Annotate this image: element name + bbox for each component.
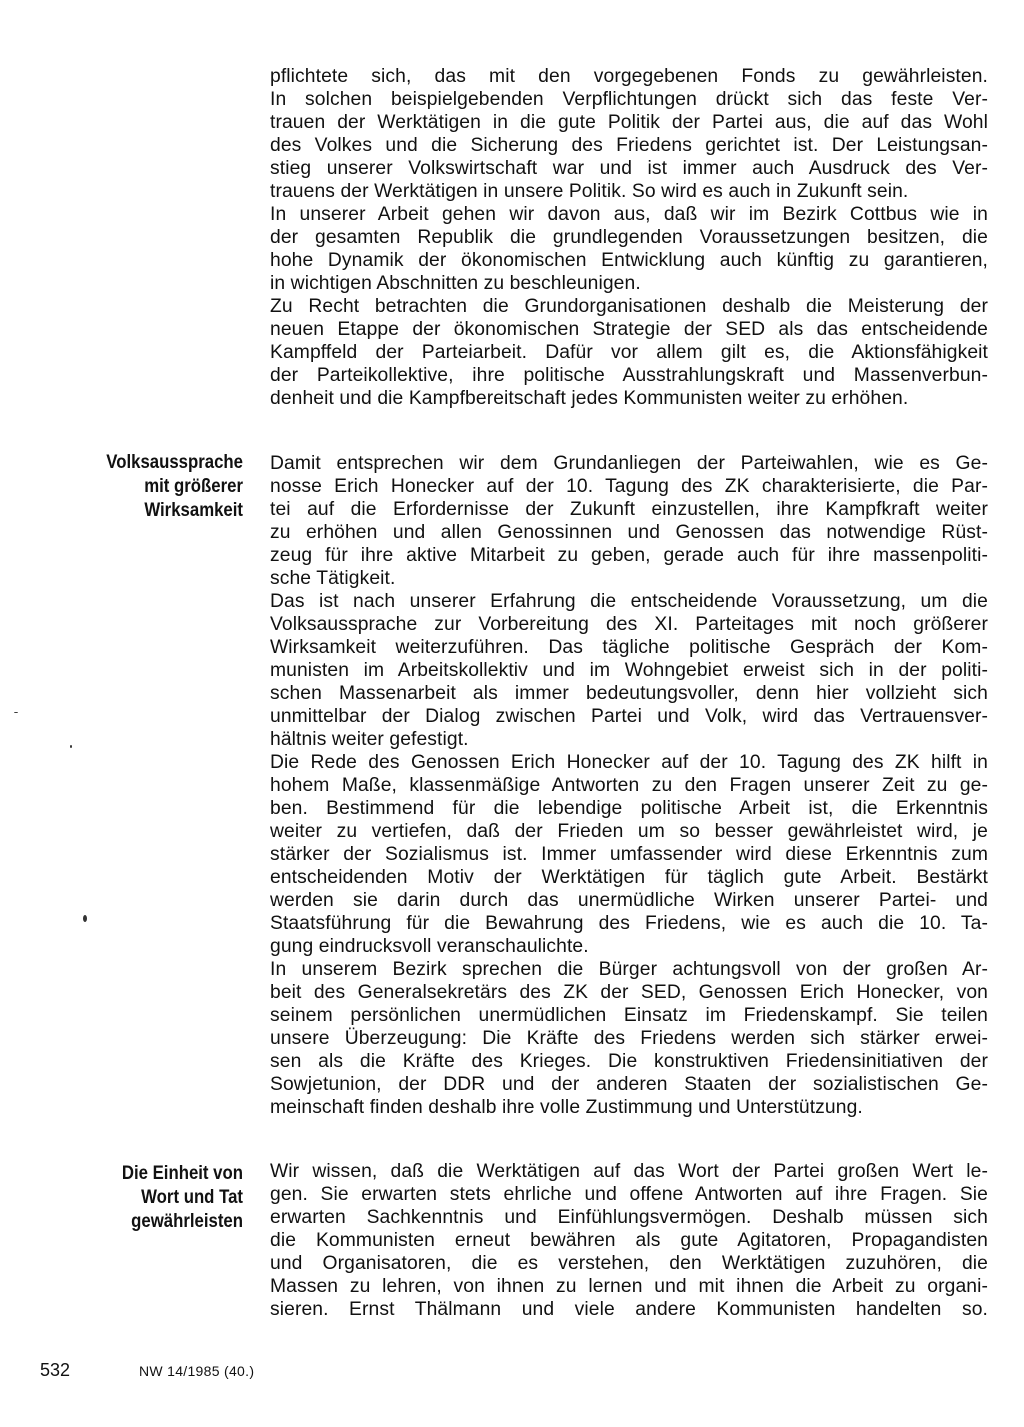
paragraph	[270, 958, 988, 1119]
text-line: werden sie darin durch das unermüdliche Wirken unserer Partei- und	[270, 890, 988, 911]
text-line: meinschaft finden deshalb ihre volle Zustimmung und Unterstützung.	[270, 1097, 863, 1118]
text-line: neuen Etappe der ökonomischen Strategie der SED als das entscheidende	[270, 319, 988, 340]
text-line: beit des Generalsekretärs des ZK der SED, Genossen Erich Honecker, von	[270, 982, 988, 1003]
text-line: der gesamten Republik die grundlegenden Voraussetzungen besitzen, die	[270, 227, 988, 248]
text-line: sche Tätigkeit.	[270, 568, 396, 589]
text-line: Volksaussprache zur Vorbereitung des XI. Parteitages mit noch größerer	[270, 614, 988, 635]
text-line: sen als die Kräfte des Krieges. Die konstruktiven Friedensinitiativen der	[270, 1051, 988, 1072]
text-line: In unserem Bezirk sprechen die Bürger achtungsvoll von der großen Ar-	[270, 959, 988, 980]
text-line: nosse Erich Honecker auf der 10. Tagung des ZK charakterisierte, die Par-	[270, 476, 988, 497]
text-line: stieg unserer Volkswirtschaft war und ist immer auch Ausdruck des Ver-	[270, 158, 988, 179]
text-line: weiter zu vertiefen, daß der Frieden um so besser gewährleistet wird, je	[270, 821, 988, 842]
text-line: Wir wissen, daß die Werktätigen auf das Wort der Partei großen Wert le-	[270, 1161, 988, 1182]
text-line: unsere Überzeugung: Die Kräfte des Friedens werden sich stärker erwei-	[270, 1028, 988, 1049]
text-line: in wichtigen Abschnitten zu beschleunigen.	[270, 273, 641, 294]
text-line: gung eindrucksvoll veranschaulichte.	[270, 936, 589, 957]
source-reference: NW 14/1985 (40.)	[139, 1363, 255, 1379]
text-line: trauens der Werktätigen in unsere Politik. So wird es auch in Zukunft sein.	[270, 181, 909, 202]
paragraph	[270, 65, 988, 203]
text-line: In unserer Arbeit gehen wir davon aus, daß wir im Bezirk Cottbus wie in	[270, 204, 988, 225]
text-line: des Volkes und die Sicherung des Friedens gerichtet ist. Der Leistungsan-	[270, 135, 988, 156]
margin-heading-line: Die Einheit von	[121, 1162, 243, 1184]
text-line: Die Rede des Genossen Erich Honecker auf der 10. Tagung des ZK hilft in	[270, 752, 988, 773]
paragraph	[270, 452, 988, 590]
body-text-section-1	[270, 65, 988, 410]
margin-heading-line: Volksaussprache	[106, 451, 243, 473]
paragraph	[270, 1160, 988, 1321]
text-line: Zu Recht betrachten die Grundorganisationen deshalb die Meisterung der	[270, 296, 988, 317]
text-line: sieren. Ernst Thälmann und viele andere Kommunisten handelten so.	[270, 1299, 988, 1320]
scan-speck	[83, 915, 87, 922]
page-number: 532	[40, 1360, 71, 1380]
text-line: Damit entsprechen wir dem Grundanliegen der Parteiwahlen, wie es Ge-	[270, 453, 988, 474]
margin-heading-einheit	[68, 1161, 243, 1233]
text-line: Sowjetunion, der DDR und der anderen Staaten der sozialistischen Ge-	[270, 1074, 988, 1095]
text-line: Staatsführung für die Bewahrung des Friedens, wie es auch die 10. Ta-	[270, 913, 988, 934]
text-line: erwarten Sachkenntnis und Einfühlungsvermögen. Deshalb müssen sich	[270, 1207, 988, 1228]
text-line: hohe Dynamik der ökonomischen Entwicklung auch künftig zu garantieren,	[270, 250, 988, 271]
paragraph	[270, 203, 988, 295]
body-text-section-3	[270, 1160, 988, 1321]
text-line: seinem persönlichen unermüdlichen Einsatz im Friedenskampf. Sie teilen	[270, 1005, 988, 1026]
margin-heading-line: Wirksamkeit	[144, 499, 243, 521]
paragraph	[270, 751, 988, 958]
text-line: Kampffeld der Parteiarbeit. Dafür vor allem gilt es, die Aktionsfähigkeit	[270, 342, 988, 363]
text-line: Das ist nach unserer Erfahrung die entscheidende Voraussetzung, um die	[270, 591, 988, 612]
text-line: stärker der Sozialismus ist. Immer umfassender wird diese Erkenntnis zum	[270, 844, 988, 865]
text-line: Massen zu lehren, von ihnen zu lernen und mit ihnen die Arbeit zu organi-	[270, 1276, 988, 1297]
paragraph	[270, 295, 988, 410]
text-line: tei auf die Erfordernisse der Zukunft einzustellen, ihre Kampfkraft weiter	[270, 499, 988, 520]
text-line: hohem Maße, klassenmäßige Antworten zu den Fragen unserer Zeit zu ge-	[270, 775, 988, 796]
text-line: ben. Bestimmend für die lebendige politische Arbeit ist, die Erkenntnis	[270, 798, 988, 819]
text-line: munisten im Arbeitskollektiv und im Wohngebiet erweist sich in der politi-	[270, 660, 988, 681]
text-line: hältnis weiter gefestigt.	[270, 729, 469, 750]
text-line: denheit und die Kampfbereitschaft jedes Kommunisten weiter zu erhöhen.	[270, 388, 909, 409]
text-line: die Kommunisten erneut bewähren als gute Agitatoren, Propagandisten	[270, 1230, 988, 1251]
text-line: zeug für ihre aktive Mitarbeit zu geben, gerade auch für ihre massenpoliti-	[270, 545, 988, 566]
text-line: zu erhöhen und allen Genossinnen und Genossen das notwendige Rüst-	[270, 522, 988, 543]
text-line: gen. Sie erwarten stets ehrliche und offene Antworten auf ihre Fragen. Sie	[270, 1184, 988, 1205]
text-line: und Organisatoren, die es verstehen, den Werktätigen zuzuhören, die	[270, 1253, 988, 1274]
text-line: schen Massenarbeit als immer bedeutungsvoller, denn hier vollzieht sich	[270, 683, 988, 704]
paragraph	[270, 590, 988, 751]
scan-speck	[70, 745, 72, 748]
margin-heading-line: gewährleisten	[131, 1210, 243, 1232]
text-line: In solchen beispielgebenden Verpflichtungen drückt sich das feste Ver-	[270, 89, 988, 110]
margin-heading-line: mit größerer	[144, 475, 243, 497]
body-text-section-2	[270, 452, 988, 1119]
text-line: trauen der Werktätigen in die gute Politik der Partei aus, die auf das Wohl	[270, 112, 988, 133]
text-line: Wirksamkeit weiterzuführen. Das tägliche politische Gespräch der Kom-	[270, 637, 988, 658]
text-line: entscheidenden Motiv der Werktätigen für täglich gute Arbeit. Bestärkt	[270, 867, 988, 888]
margin-heading-volksaussprache	[68, 450, 243, 522]
margin-heading-line: Wort und Tat	[141, 1186, 243, 1208]
scan-speck	[14, 712, 18, 713]
text-line: pflichtete sich, das mit den vorgegebenen Fonds zu gewährleisten.	[270, 66, 988, 87]
text-line: unmittelbar der Dialog zwischen Partei und Volk, wird das Vertrauensver-	[270, 706, 988, 727]
text-line: der Parteikollektive, ihre politische Ausstrahlungskraft und Massenverbun-	[270, 365, 988, 386]
